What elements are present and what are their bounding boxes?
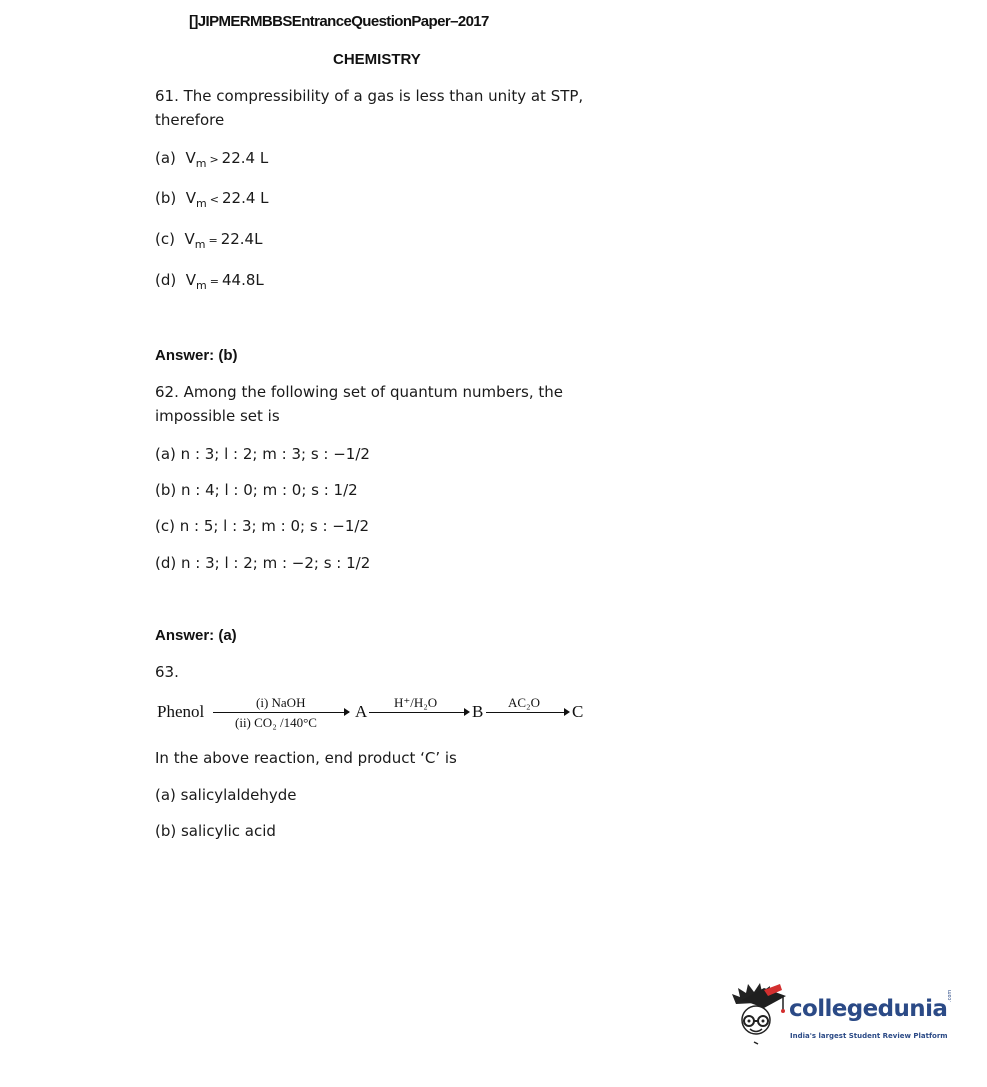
- operator: >: [209, 153, 219, 166]
- value: 22.4 L: [221, 149, 269, 167]
- arrow2-line: [369, 712, 467, 713]
- product-a: A: [355, 702, 368, 721]
- value: 22.4 L: [221, 189, 269, 207]
- q61-text-line2: therefore: [155, 111, 225, 129]
- q62-option-d: (d) n : 3; l : 2; m : −2; s : 1/2: [155, 554, 371, 572]
- option-label: (b): [155, 189, 177, 207]
- step2-reagent-top: H⁺/H₂O: [394, 695, 438, 710]
- q61-option-a: [155, 149, 268, 170]
- var: V: [185, 149, 196, 167]
- collegedunia-mascot-icon: [728, 980, 788, 1048]
- arrow1-line: [213, 712, 349, 713]
- product-b: B: [472, 702, 484, 721]
- brand-suffix: .com: [947, 989, 953, 1002]
- q61-answer: Answer: (b): [155, 347, 238, 364]
- q62-option-c: (c) n : 5; l : 3; m : 0; s : −1/2: [155, 517, 369, 535]
- operator: =: [208, 234, 218, 247]
- brand-name: collegedunia: [789, 996, 948, 1022]
- product-c: C: [572, 702, 584, 721]
- q63-option-b: (b) salicylic acid: [155, 822, 276, 840]
- var-subscript: m: [194, 238, 206, 251]
- value: 44.8L: [221, 271, 264, 289]
- paper-title: []JIPMERMBBSEntranceQuestionPaper–2017: [189, 13, 489, 30]
- q62-option-b: (b) n : 4; l : 0; m : 0; s : 1/2: [155, 481, 358, 499]
- var-subscript: m: [196, 279, 207, 292]
- var: V: [185, 189, 197, 207]
- var-subscript: m: [196, 197, 207, 210]
- reactant-phenol: Phenol: [157, 702, 205, 721]
- arrow2-head: [464, 708, 470, 716]
- arrow3-head: [564, 708, 570, 716]
- q63-number: 63.: [155, 663, 179, 681]
- subject-heading: CHEMISTRY: [333, 51, 421, 68]
- option-label: (c): [155, 230, 175, 248]
- operator: =: [209, 275, 219, 288]
- operator: <: [209, 193, 219, 206]
- q61-option-c: [155, 230, 262, 251]
- var: V: [185, 271, 197, 289]
- value: 22.4L: [220, 230, 263, 248]
- q61-text-line1: 61. The compressibility of a gas is less than unity at STP,: [155, 87, 584, 105]
- q62-text-line2: impossible set is: [155, 407, 280, 425]
- arrow3-line: [486, 712, 568, 713]
- option-label: (a): [155, 149, 176, 167]
- var: V: [184, 230, 195, 248]
- q61-option-d: [155, 271, 264, 292]
- q61-option-b: [155, 189, 269, 210]
- q63-option-a: (a) salicylaldehyde: [155, 786, 297, 804]
- q63-question-text: In the above reaction, end product ‘C’ is: [155, 749, 457, 767]
- option-label: (d): [155, 271, 177, 289]
- q62-text-line1: 62. Among the following set of quantum numbers, the: [155, 383, 563, 401]
- brand-tagline: India's largest Student Review Platform: [790, 1032, 948, 1040]
- step1-reagent-bottom: (ii) CO₂ /140°C: [235, 715, 317, 730]
- q62-answer: Answer: (a): [155, 627, 237, 644]
- step3-reagent-top: AC₂O: [508, 695, 540, 710]
- q62-option-a: (a) n : 3; l : 2; m : 3; s : −1/2: [155, 445, 370, 463]
- var-subscript: m: [195, 157, 207, 170]
- arrow1-head: [344, 708, 350, 716]
- step1-reagent-top: (i) NaOH: [256, 695, 306, 710]
